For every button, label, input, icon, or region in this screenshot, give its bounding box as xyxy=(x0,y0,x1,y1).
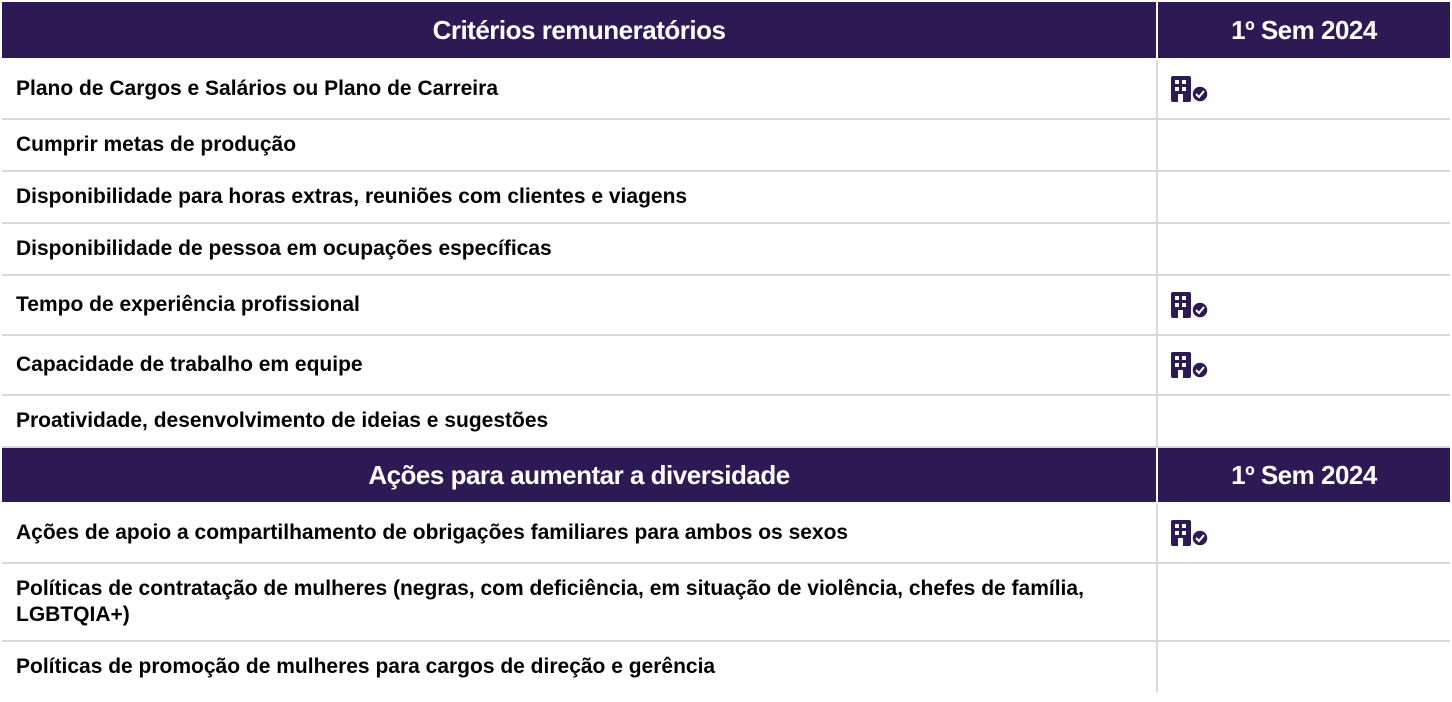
period-header: 1º Sem 2024 xyxy=(1231,14,1377,45)
building-check-icon xyxy=(1170,517,1210,549)
section-header-remuneration xyxy=(2,2,1450,60)
row-label: Políticas de contratação de mulheres (negras, com deficiência, em situação de violência, chefes de família, LGBTQIA+) xyxy=(2,564,1158,640)
row-label: Capacidade de trabalho em equipe xyxy=(2,336,1158,394)
table-row xyxy=(2,396,1450,448)
table-row xyxy=(2,172,1450,224)
table-row xyxy=(2,120,1450,172)
row-label: Proatividade, desenvolvimento de ideias e sugestões xyxy=(2,396,1158,446)
section-title: Critérios remuneratórios xyxy=(2,2,1158,58)
section-header-diversity xyxy=(2,448,1450,504)
row-label: Cumprir metas de produção xyxy=(2,120,1158,170)
table-row xyxy=(2,504,1450,564)
table-row xyxy=(2,276,1450,336)
row-label: Disponibilidade para horas extras, reuniões com clientes e viagens xyxy=(2,172,1158,222)
table-row xyxy=(2,336,1450,396)
building-check-icon xyxy=(1170,349,1210,381)
table-row xyxy=(2,224,1450,276)
table-row xyxy=(2,564,1450,642)
building-check-icon xyxy=(1170,73,1210,105)
criteria-table xyxy=(2,2,1450,692)
table-row xyxy=(2,60,1450,120)
table-row xyxy=(2,642,1450,692)
row-label: Plano de Cargos e Salários ou Plano de Carreira xyxy=(2,60,1158,118)
building-check-icon xyxy=(1170,289,1210,321)
row-label: Políticas de promoção de mulheres para cargos de direção e gerência xyxy=(2,642,1158,692)
row-label: Disponibilidade de pessoa em ocupações específicas xyxy=(2,224,1158,274)
section-title: Ações para aumentar a diversidade xyxy=(2,448,1158,502)
row-label: Ações de apoio a compartilhamento de obrigações familiares para ambos os sexos xyxy=(2,504,1158,562)
period-header: 1º Sem 2024 xyxy=(1231,459,1377,490)
row-label: Tempo de experiência profissional xyxy=(2,276,1158,334)
